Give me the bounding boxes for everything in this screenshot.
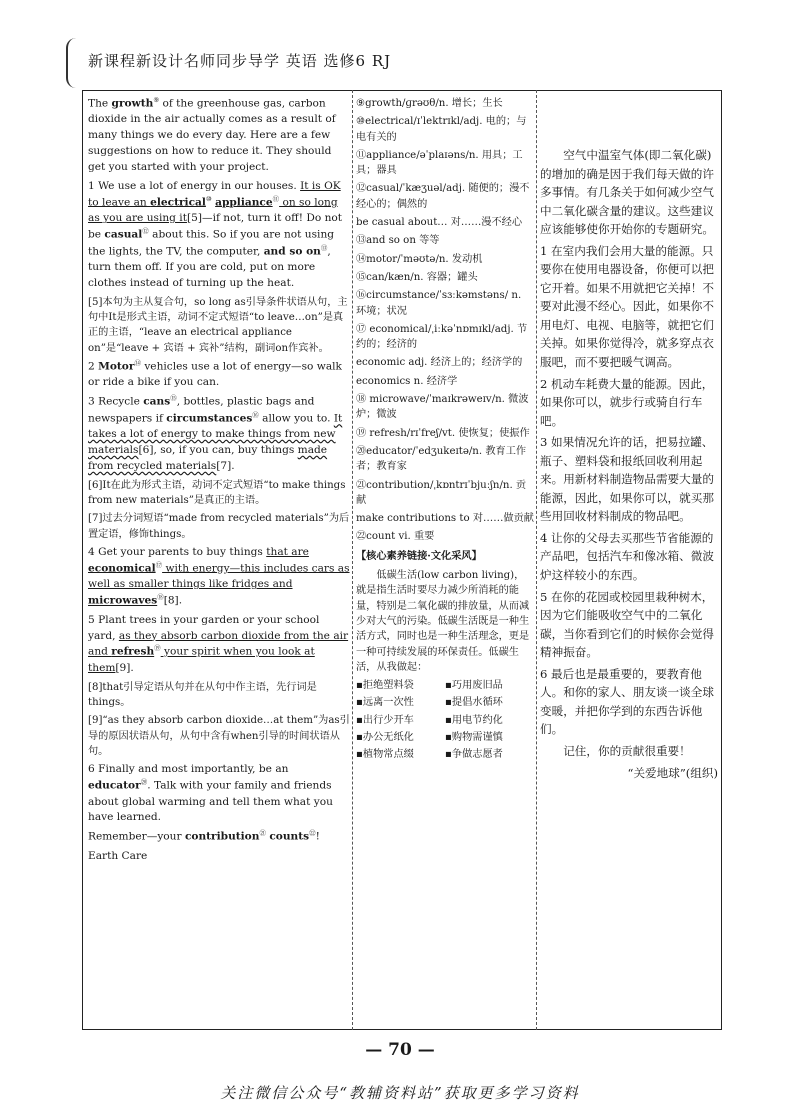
translation-paragraph: 6 最后也是最重要的，要教育他人。和你的家人、朋友谈一谈全球变暖，并把你学到的东西告诉他们。	[540, 666, 714, 737]
tip-item: ▪植物常点缀	[356, 749, 414, 761]
vocab-entry: ⑭motor/ˈməʊtə/n. 发动机	[356, 253, 483, 265]
vocab-entry: ⑬and so on 等等	[356, 235, 440, 247]
book-header: 新课程新设计名师同步导学 英语 选修6 RJ	[88, 52, 392, 70]
vocab-entry: economic adj. 经济上的；经济学的	[356, 357, 523, 369]
translation-paragraph: 3 如果情况允许的话，把易拉罐、瓶子、塑料袋和报纸回收利用起来。用新材料制造物品需要大量的能源，因此，如果你可以，就买那些用回收材料制成的物品吧。	[540, 435, 714, 524]
note-6: [6]It在此为形式主语，动词不定式短语“to make things from new materials”是真正的主语。	[88, 479, 346, 507]
tip-item: ▪用电节约化	[445, 714, 503, 726]
column-divider-2	[536, 90, 537, 1030]
paragraph-3: 3 Recycle cans⑮, bottles, plastic bags and newspapers if circumstances⑯ allow you to. It takes a lot of energy to make things from new materials[6], so, if you can, buy things made from recycled materials[7].	[88, 394, 343, 472]
translation-intro: 空气中温室气体(即二氧化碳)的增加的确是因于我们每天做的许多事情。有几条关于如何减少空气中二氧化碳含量的建议。这些建议应该能够使你开始你的专题研究。	[540, 148, 714, 237]
translation-closing: 记住，你的贡献很重要！	[563, 743, 691, 758]
vocab-entry: ⑫casual/ˈkæʒuəl/adj. 随便的；漫不经心的；偶然的	[356, 183, 530, 210]
vocab-entry: ⑲ refresh/rɪˈfreʃ/vt. 使恢复；使振作	[356, 427, 530, 439]
vocab-entry: ⑨growth/ɡrəʊθ/n. 增长；生长	[356, 98, 503, 109]
vocab-entry: ⑪appliance/əˈplaɪəns/n. 用具；工具；器具	[356, 149, 523, 177]
intro-paragraph: The growth⑨ of the greenhouse gas, carbon dioxide in the air actually comes as a result of many things we do every day. Here are a few suggestions on how to reduce it. They should get you started with your project.	[88, 96, 336, 174]
vocab-entry: ⑯circumstance/ˈsɜːkəmstəns/ n. 环境；状况	[356, 290, 522, 317]
tip-item: ▪购物需谨慎	[445, 731, 503, 743]
tip-item: ▪提倡水循环	[445, 697, 503, 709]
tip-item: ▪巧用废旧品	[445, 680, 503, 692]
paragraph-2: 2 Motor⑭ vehicles use a lot of energy—so walk or ride a bike if you can.	[88, 359, 342, 389]
culture-box-title: 【核心素养链接·文化采风】	[356, 549, 482, 562]
column-divider-1	[352, 90, 353, 1030]
low-carbon-tips	[356, 678, 534, 762]
translation-paragraph: 2 机动车耗费大量的能源。因此，如果你可以，就步行或骑自行车吧。	[540, 376, 714, 428]
note-9: [9]“as they absorb carbon dioxide…at them”为as引导的原因状语从句，从句中含有when引导的时间状语从句。	[88, 715, 350, 757]
english-passage-column	[88, 96, 350, 1026]
translation-paragraph: 5 在你的花园或校园里栽种树木，因为它们能吸收空气中的二氧化碳，当你看到它们的时候你会觉得精神振奋。	[540, 589, 714, 660]
note-5: [5]本句为主从复合句，so long as引导条件状语从句，主句中It是形式主语，动词不定式短语“to leave…on”是真正的主语，“leave an electrical appliance on”是“leave + 宾语 + 宾补”结构，副词on作宾补。	[88, 296, 348, 354]
vocabulary-column	[356, 96, 534, 1026]
vocab-entry: ㉑contribution/ˌkɒntrɪˈbjuːʃn/n. 贡献	[356, 479, 527, 506]
tip-item: ▪出行少开车	[356, 714, 414, 726]
vocab-entry: ⑮can/kæn/n. 容器；罐头	[356, 271, 478, 283]
culture-box-text: 低碳生活(low carbon living)，就是指生活时要尽力减少所消耗的能量，特别是二氧化碳的排放量，从而减少对大气的污染。低碳生活既是一种生活方式，同时也是一种生活理念，更是一种可持续发展的环保责任。低碳生活，从我做起：	[356, 570, 530, 673]
translation-signature: “关爱地球”(组织)	[627, 765, 718, 780]
vocab-entry: ㉒count vi. 重要	[356, 531, 435, 543]
vocab-entry: ⑰ economical/ˌiːkəˈnɒmɪkl/adj. 节约的；经济的	[356, 323, 528, 351]
page-number: — 70 —	[365, 1040, 435, 1060]
tip-item: ▪远离一次性	[356, 697, 414, 709]
header-bracket	[66, 38, 84, 88]
tip-item: ▪办公无纸化	[356, 731, 414, 743]
vocab-entry: make contributions to 对……做贡献	[356, 513, 534, 525]
vocab-entry: ⑩electrical/ɪˈlektrɪkl/adj. 电的；与电有关的	[356, 116, 527, 143]
vocab-entry: ⑱ microwave/ˈmaɪkrəweɪv/n. 微波炉；微波	[356, 394, 529, 421]
paragraph-6: 6 Finally and most importantly, be an educator⑳. Talk with your family and friends about global warming and tell them what you have learned.	[88, 763, 333, 824]
note-8: [8]that引导定语从句并在从句中作主语，先行词是things。	[88, 681, 317, 709]
paragraph-4: 4 Get your parents to buy things that are economical⑰ with energy—this includes cars as well as smaller things like fridges and microwaves⑱[8].	[88, 546, 350, 607]
paragraph-1: 1 We use a lot of energy in our houses. It is OK to leave an electrical⑩ appliance⑪ on so long as you are using it[5]—if not, turn it off! Do not be casual⑫ about this. So if you are not using the lights, the TV, the computer, and so on⑬, turn them off. If you are cold, put on more clothes instead of turning up the heat.	[88, 179, 343, 289]
vocab-entry: ⑳educator/ˈedʒukeɪtə/n. 教育工作者；教育家	[356, 445, 527, 473]
closing-line: Remember—your contribution$^㉑$ counts$^㉒$!	[88, 829, 320, 843]
footer-note: 关注微信公众号“教辅资料站”获取更多学习资料	[220, 1084, 580, 1102]
note-7: [7]过去分词短语“made from recycled materials”为后置定语，修饰things。	[88, 513, 350, 540]
vocab-entry: economics n. 经济学	[356, 375, 458, 387]
passage-signature: Earth Care	[88, 849, 148, 862]
translation-paragraph: 4 让你的父母去买那些节省能源的产品吧，包括汽车和像冰箱、微波炉这样较小的东西。	[540, 530, 714, 583]
tip-item: ▪拒绝塑料袋	[356, 680, 414, 692]
paragraph-5: 5 Plant trees in your garden or your school yard, as they absorb carbon dioxide from the air and refresh⑲ your spirit when you look at them[9].	[88, 613, 349, 674]
tip-item: ▪争做志愿者	[445, 749, 503, 761]
vocab-entry: be casual about… 对……漫不经心	[356, 217, 523, 229]
translation-paragraph: 1 在室内我们会用大量的能源。只要你在使用电器设备，你便可以把它开着。如果不用就把它关掉！不要对此漫不经心。因此，如果你不用电灯、电视、电脑等，就把它们关掉。如果你觉得冷，就多穿点衣服吧，而不要把暖气调高。	[540, 243, 714, 370]
translation-column	[540, 96, 718, 1026]
